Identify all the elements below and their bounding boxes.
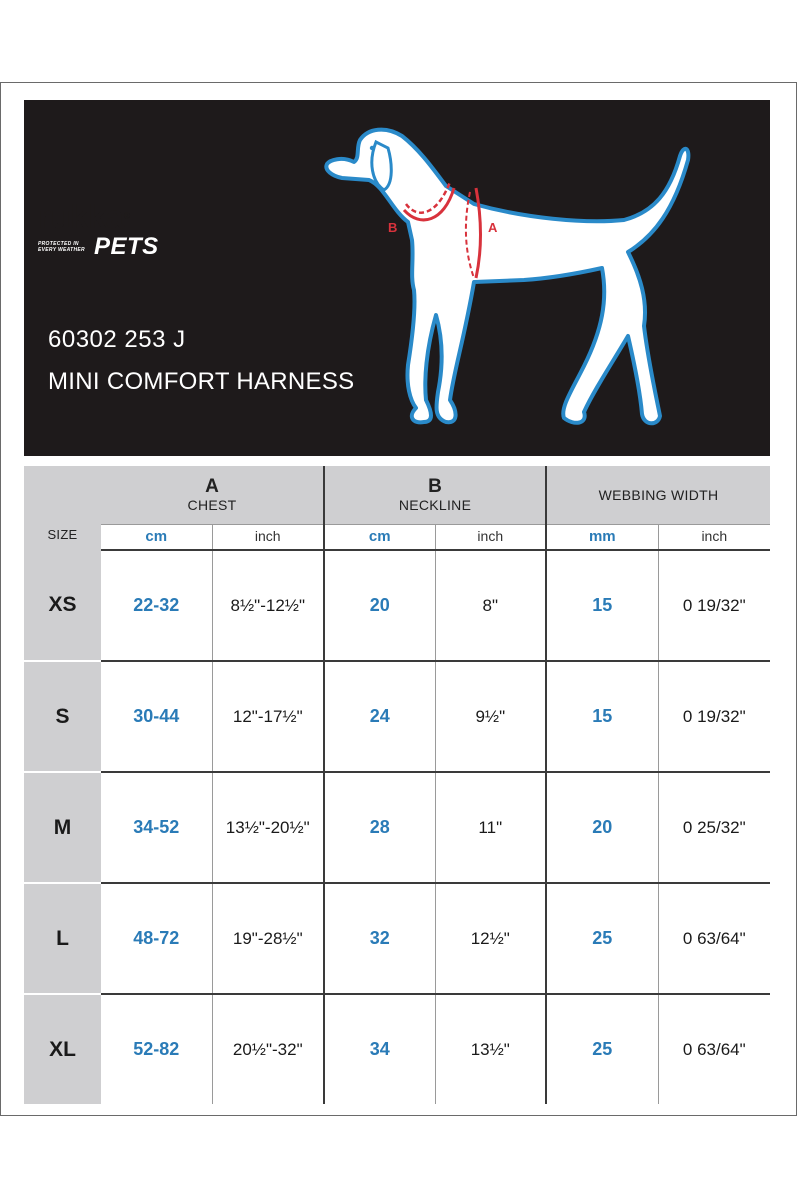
unit-header: cm [324, 525, 435, 551]
unit-header: cm [101, 525, 212, 551]
table-row [24, 550, 770, 661]
chest-cm-cell: 52-82 [101, 994, 212, 1104]
logo-pets-text: PETS [94, 233, 159, 260]
size-header-cell [24, 466, 101, 550]
neck-inch-cell: 13½" [435, 994, 546, 1104]
logo-registered-mark: ® [123, 211, 130, 221]
product-name: MINI COMFORT HARNESS [48, 368, 355, 395]
webbing-header [546, 466, 770, 525]
table-row [24, 661, 770, 772]
dog-silhouette [326, 130, 688, 424]
size-cell: S [24, 661, 101, 772]
chest-inch-cell: 19"-28½" [212, 883, 324, 994]
webbing-mm-cell: 25 [546, 883, 658, 994]
size-cell: XS [24, 550, 101, 661]
table-row [24, 772, 770, 883]
webbing-mm-cell: 20 [546, 772, 658, 883]
dog-measurement-diagram [24, 100, 770, 456]
neck-inch-cell: 8" [435, 550, 546, 661]
webbing-mm-cell: 15 [546, 661, 658, 772]
chest-inch-cell: 12"-17½" [212, 661, 324, 772]
neck-cm-cell: 28 [324, 772, 435, 883]
size-table [24, 466, 770, 1104]
chest-inch-cell: 20½"-32" [212, 994, 324, 1104]
product-code: 60302 253 J [48, 326, 186, 353]
neck-cm-cell: 20 [324, 550, 435, 661]
unit-header: mm [546, 525, 658, 551]
neckline-header [324, 466, 546, 525]
webbing-label: WEBBING WIDTH [598, 487, 719, 503]
webbing-inch-cell: 0 63/64" [658, 994, 770, 1104]
chest-cm-cell: 30-44 [101, 661, 212, 772]
neck-cm-cell: 24 [324, 661, 435, 772]
unit-header: inch [658, 525, 770, 551]
neckline-letter: B [428, 476, 442, 497]
chest-cm-cell: 22-32 [101, 550, 212, 661]
webbing-inch-cell: 0 63/64" [658, 883, 770, 994]
chest-letter: A [205, 476, 219, 497]
size-cell: L [24, 883, 101, 994]
chest-inch-cell: 13½"-20½" [212, 772, 324, 883]
webbing-inch-cell: 0 19/32" [658, 661, 770, 772]
webbing-inch-cell: 0 19/32" [658, 550, 770, 661]
neck-cm-cell: 34 [324, 994, 435, 1104]
table-row [24, 994, 770, 1104]
measure-label-b: B [388, 220, 398, 235]
unit-header: inch [435, 525, 546, 551]
neck-inch-cell: 9½" [435, 661, 546, 772]
product-header [24, 100, 770, 456]
neck-cm-cell: 32 [324, 883, 435, 994]
neckline-label: NECKLINE [398, 497, 472, 513]
size-cell: M [24, 772, 101, 883]
measure-label-a: A [488, 220, 498, 235]
logo-wordmark: rukka [38, 198, 124, 235]
logo-tagline: PROTECTED IN EVERY WEATHER [38, 241, 85, 253]
webbing-inch-cell: 0 25/32" [658, 772, 770, 883]
size-cell: XL [24, 994, 101, 1104]
unit-header: inch [212, 525, 324, 551]
neck-inch-cell: 12½" [435, 883, 546, 994]
table-row [24, 883, 770, 994]
chest-inch-cell: 8½"-12½" [212, 550, 324, 661]
chest-cm-cell: 48-72 [101, 883, 212, 994]
webbing-mm-cell: 25 [546, 994, 658, 1104]
chest-cm-cell: 34-52 [101, 772, 212, 883]
webbing-mm-cell: 15 [546, 550, 658, 661]
neck-inch-cell: 11" [435, 772, 546, 883]
size-header: SIZE [47, 527, 78, 542]
chest-header [101, 466, 324, 525]
chest-label: CHEST [187, 497, 237, 513]
